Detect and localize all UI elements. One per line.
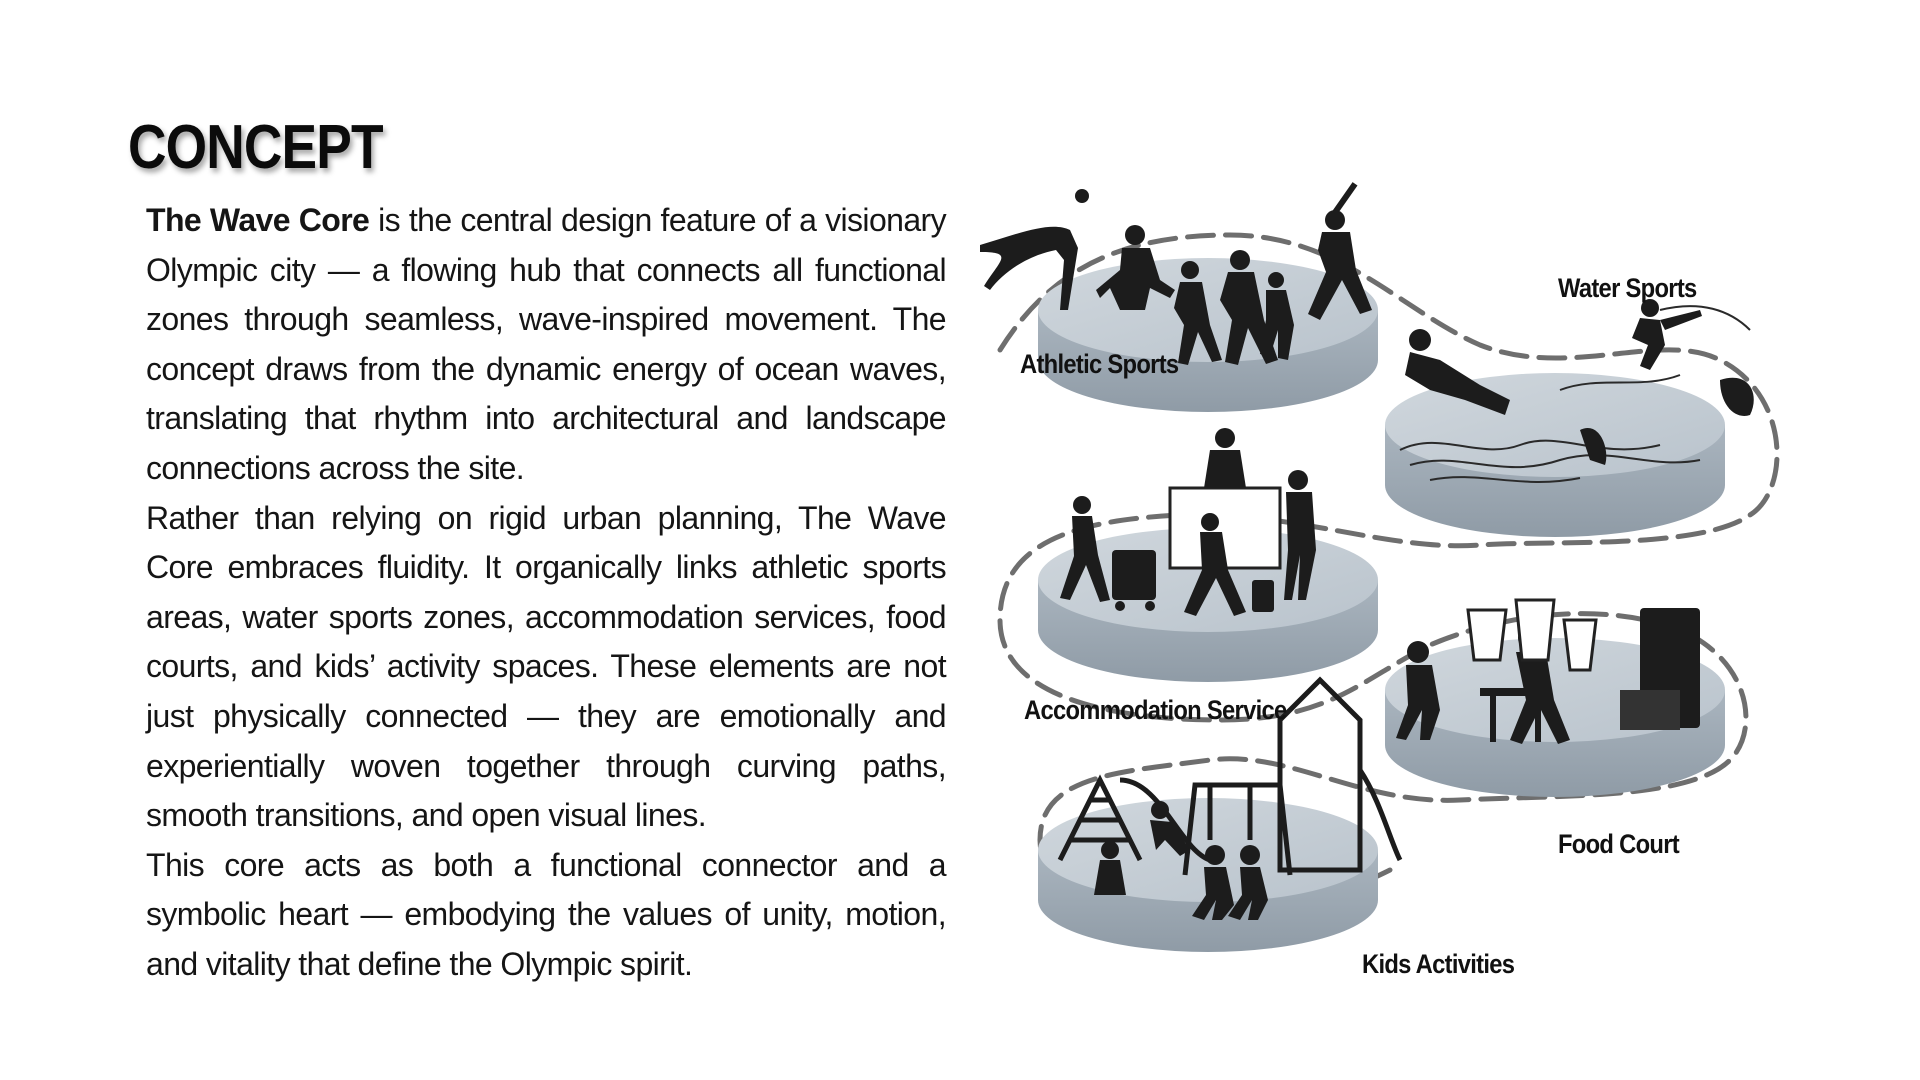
label-food-court: Food Court bbox=[1558, 829, 1679, 859]
label-water-sports: Water Sports bbox=[1558, 273, 1697, 303]
paragraph-1 bbox=[146, 196, 946, 494]
label-athletic-sports: Athletic Sports bbox=[1020, 349, 1179, 379]
paragraph-3: This core acts as both a functional connector and a symbolic heart — embodying the values of unity, motion, and vitality that define the Olympic spirit. bbox=[146, 846, 946, 982]
paragraph-1-lead: The Wave Core bbox=[146, 202, 370, 238]
paragraph-1-text: is the central design feature of a visionary Olympic city — a flowing hub that connects all functional zones through seamless, wave-inspired movement. The concept draws from the dynamic energy of ocean waves, translating that rhythm into architectural and landscape connections across the site. bbox=[146, 202, 946, 486]
page-title: CONCEPT bbox=[128, 113, 383, 182]
concept-text bbox=[146, 196, 946, 990]
label-accommodation-service: Accommodation Service bbox=[1024, 695, 1287, 725]
platform-water bbox=[1385, 373, 1725, 537]
paragraph-2: Rather than relying on rigid urban planning, The Wave Core embraces fluidity. It organically links athletic sports areas, water sports zones, accommodation services, food courts, and kids’ activity spaces. These elements are not just physically connected — they are emotionally and experientially woven together through curving paths, smooth transitions, and open visual lines. bbox=[146, 499, 946, 834]
label-kids-activities: Kids Activities bbox=[1362, 949, 1515, 979]
wave-core-diagram bbox=[960, 160, 1800, 1010]
